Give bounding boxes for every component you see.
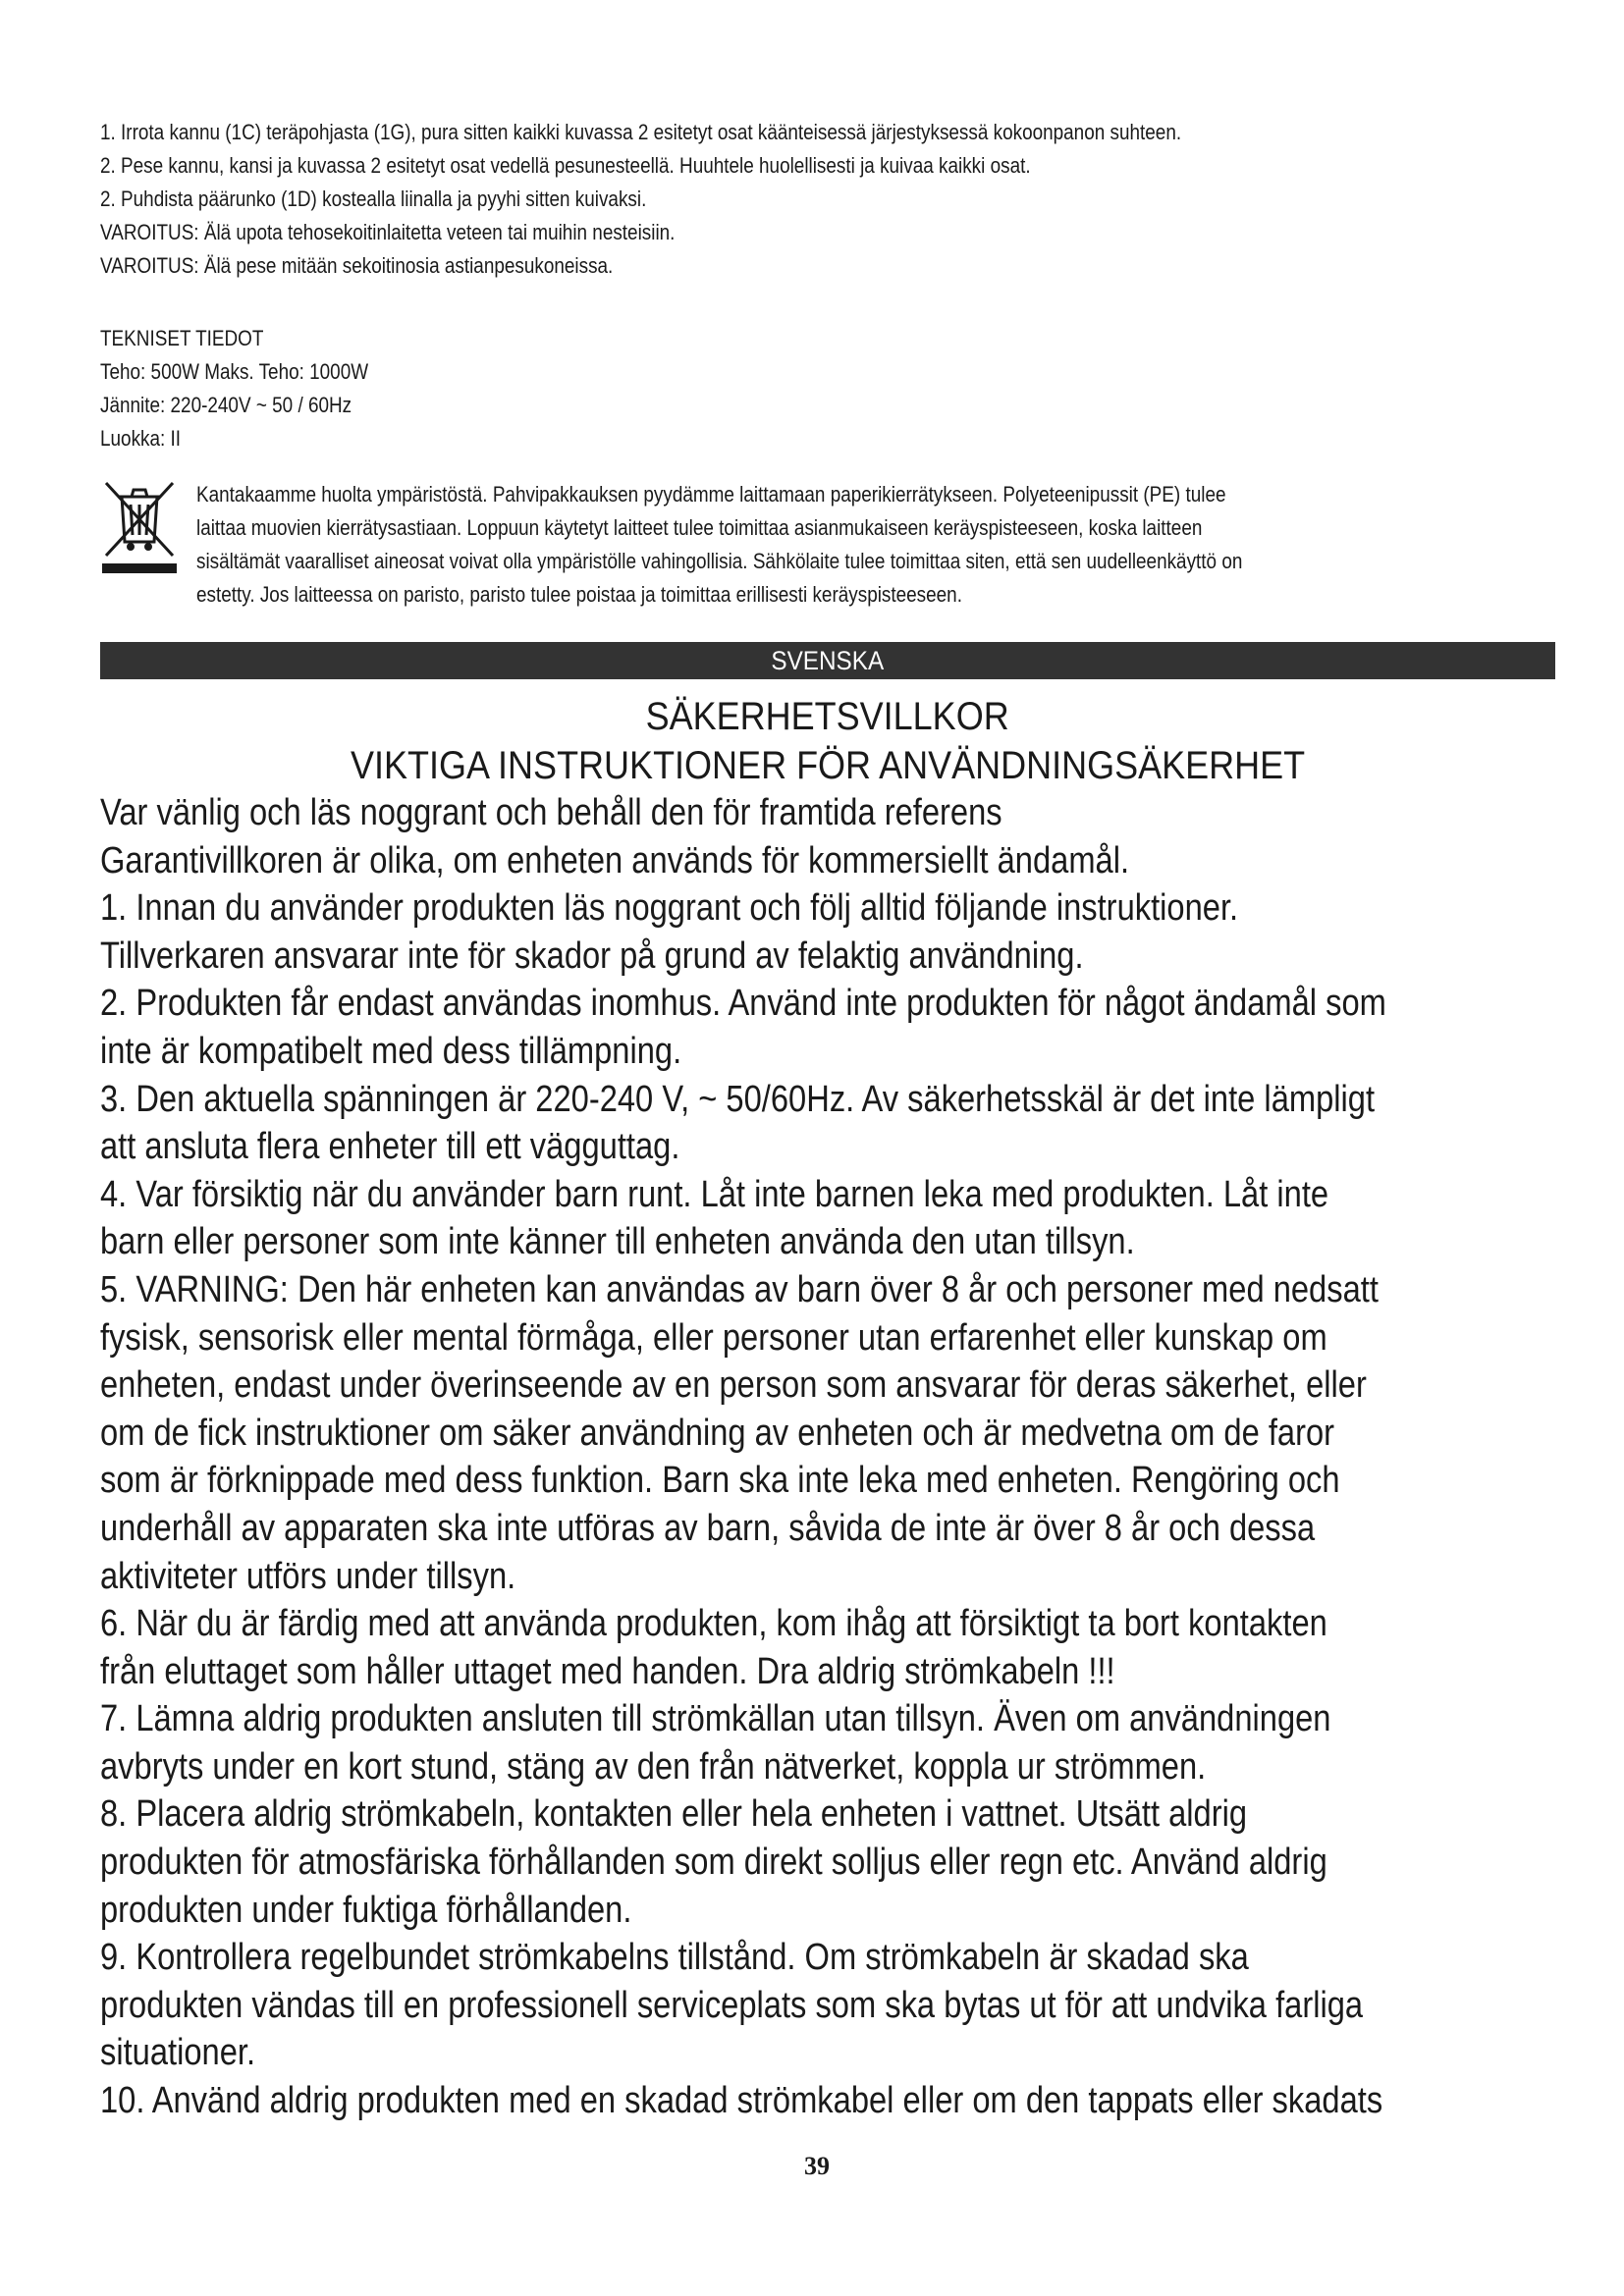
instructions-heading-text: VIKTIGA INSTRUKTIONER FÖR ANVÄNDNINGSÄKERHET [350, 744, 1306, 787]
text-line: 2. Produkten får endast användas inomhus. Använd inte produkten för något ändamål som [100, 983, 1386, 1025]
text-line: 4. Var försiktig när du använder barn runt. Låt inte barnen leka med produkten. Låt inte [100, 1173, 1329, 1215]
text-line: produkten för atmosfäriska förhållanden som direkt solljus eller regn etc. Använd aldrig [100, 1842, 1327, 1884]
text-line: Tillverkaren ansvarar inte för skador på grund av felaktig användning. [100, 934, 1084, 977]
swedish-safety-instructions [100, 789, 1573, 2125]
section-label: SVENSKA [771, 645, 885, 675]
text-line: Garantivillkoren är olika, om enheten används för kommersiellt ändamål. [100, 839, 1130, 881]
page-number: 39 [804, 2152, 830, 2180]
text-line: Var vänlig och läs noggrant och behåll den för framtida referens [100, 792, 1002, 833]
finnish-instruction-line: 2. Puhdista päärunko (1D) kostealla liinalla ja pyyhi sitten kuivaksi. [100, 187, 647, 211]
specs-title: TEKNISET TIEDOT [100, 326, 264, 350]
text-line: som är förknippade med dess funktion. Barn ska inte leka med enheten. Rengöring och [100, 1460, 1340, 1502]
weee-crossed-bin-icon [98, 479, 181, 579]
text-line: från eluttaget som håller uttaget med handen. Dra aldrig strömkabeln !!! [100, 1650, 1115, 1692]
finnish-cleaning-instructions [100, 116, 1553, 283]
text-line: situationer. [100, 2032, 256, 2074]
text-line: 5. VARNING: Den här enheten kan användas av barn över 8 år och personer med nedsatt [100, 1268, 1379, 1310]
text-line: enheten, endast under överinseende av en person som ansvarar för deras säkerhet, eller [100, 1364, 1367, 1407]
safety-heading [100, 693, 1555, 740]
text-line: aktiviteter utförs under tillsyn. [100, 1555, 516, 1597]
finnish-instruction-line: 1. Irrota kannu (1C) teräpohjasta (1G), pura sitten kaikki kuvassa 2 esitetyt osat käänteisessä järjestyksessä kokoonpanon suhteen. [100, 120, 1182, 144]
text-line: avbryts under en kort stund, stäng av den från nätverket, koppla ur strömmen. [100, 1745, 1207, 1788]
environment-line: estetty. Jos laitteessa on paristo, paristo tulee poistaa ja toimittaa erillisesti keräyspisteeseen. [196, 582, 962, 607]
safety-heading-text: SÄKERHETSVILLKOR [645, 695, 1010, 738]
text-line: 3. Den aktuella spänningen är 220-240 V, ~ 50/60Hz. Av säkerhetsskäl är det inte lämpligt [100, 1078, 1376, 1120]
text-line: barn eller personer som inte känner till enheten använda den utan tillsyn. [100, 1221, 1135, 1263]
finnish-warning-line: VAROITUS: Älä pese mitään sekoitinosia astianpesukoneissa. [100, 253, 614, 278]
environment-notice [196, 478, 1591, 612]
instructions-heading [100, 742, 1555, 789]
spec-line: Jännite: 220-240V ~ 50 / 60Hz [100, 393, 352, 417]
environment-line: Kantakaamme huolta ympäristöstä. Pahvipakkauksen pyydämme laittamaan paperikierrätykseen. Polyeteenipussit (PE) tulee [196, 482, 1226, 507]
finnish-instruction-line: 2. Pese kannu, kansi ja kuvassa 2 esitetyt osat vedellä pesunesteellä. Huuhtele huolellisesti ja kuivaa kaikki osat. [100, 153, 1031, 178]
text-line: om de fick instruktioner om säker användning av enheten och är medvetna om de faror [100, 1412, 1335, 1454]
technical-specifications [100, 322, 1553, 455]
language-section-bar [100, 642, 1555, 679]
environment-line: laittaa muovien kierrätysastiaan. Loppuun käytetyt laitteet tulee toimittaa asianmukaiseen keräyspisteeseen, koska laitteen [196, 515, 1203, 540]
text-line: 9. Kontrollera regelbundet strömkabelns tillstånd. Om strömkabeln är skadad ska [100, 1937, 1249, 1979]
text-line: 7. Lämna aldrig produkten ansluten till strömkällan utan tillsyn. Även om användningen [100, 1698, 1331, 1740]
text-line: produkten vändas till en professionell serviceplats som ska bytas ut för att undvika farliga [100, 1984, 1364, 2026]
finnish-warning-line: VAROITUS: Älä upota tehosekoitinlaitetta veteen tai muihin nesteisiin. [100, 220, 676, 244]
text-line: 1. Innan du använder produkten läs noggrant och följ alltid följande instruktioner. [100, 887, 1239, 930]
spec-line: Teho: 500W Maks. Teho: 1000W [100, 359, 369, 384]
text-line: underhåll av apparaten ska inte utföras av barn, såvida de inte är över 8 år och dessa [100, 1507, 1316, 1549]
spec-line: Luokka: II [100, 426, 182, 451]
text-line: inte är kompatibelt med dess tillämpning. [100, 1030, 682, 1072]
environment-line: sisältämät vaaralliset aineosat voivat olla ympäristölle vahingollisia. Sähkölaite tulee toimittaa siten, että sen uudelleenkäyttö on [196, 549, 1243, 573]
text-line: produkten under fuktiga förhållanden. [100, 1889, 632, 1931]
text-line: 8. Placera aldrig strömkabeln, kontakten eller hela enheten i vattnet. Utsätt aldrig [100, 1793, 1248, 1836]
text-line: att ansluta flera enheter till ett vägguttag. [100, 1126, 680, 1168]
text-line: 6. När du är färdig med att använda produkten, kom ihåg att försiktigt ta bort kontakten [100, 1603, 1327, 1645]
text-line: 10. Använd aldrig produkten med en skadad strömkabel eller om den tappats eller skadats [100, 2080, 1383, 2122]
text-line: fysisk, sensorisk eller mental förmåga, eller personer utan erfarenhet eller kunskap om [100, 1316, 1327, 1359]
